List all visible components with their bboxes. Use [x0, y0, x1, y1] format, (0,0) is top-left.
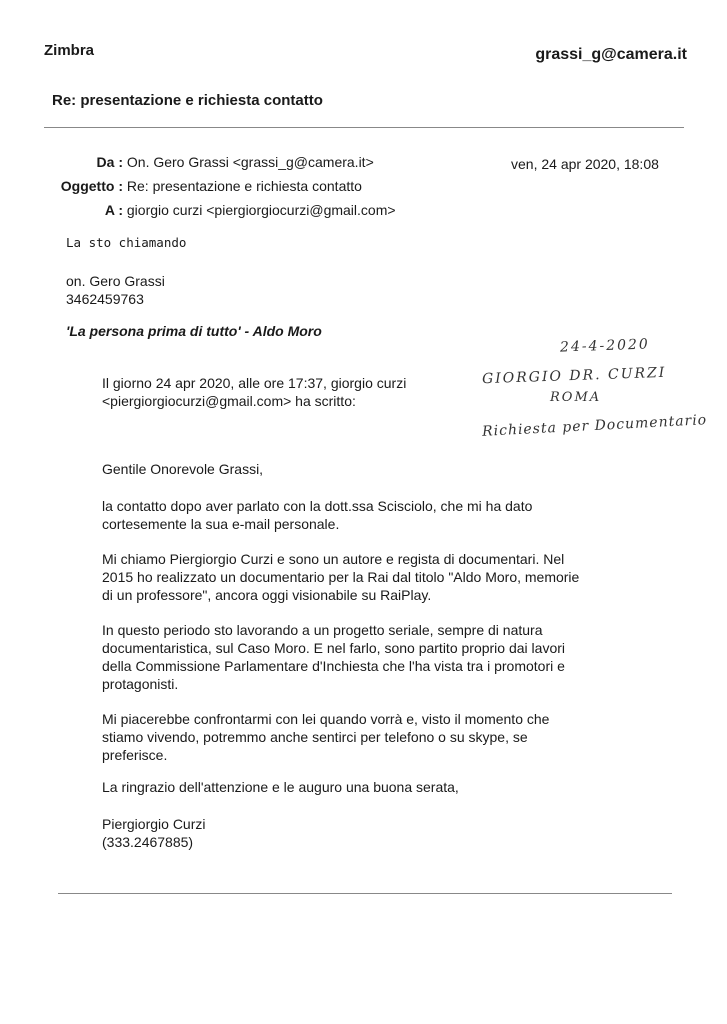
reply-text: La sto chiamando [66, 235, 187, 250]
quote-intro-line2: <piergiorgiocurzi@gmail.com> ha scritto: [102, 393, 356, 409]
quote-p4-line2: stiamo vivendo, potremmo anche sentirci per telefono o su skype, se [102, 729, 528, 745]
to-label: A : [104, 202, 123, 218]
footer-divider [58, 893, 672, 894]
subject-value: Re: presentazione e richiesta contatto [126, 178, 362, 194]
handwritten-date: 24-4-2020 [559, 336, 651, 356]
motto: 'La persona prima di tutto' - Aldo Moro [66, 323, 322, 339]
quote-p2-line1: Mi chiamo Piergiorgio Curzi e sono un autore e regista di documentari. Nel [102, 551, 565, 567]
from-label: Da : [96, 154, 123, 170]
quote-p3-line2: documentaristica, sul Caso Moro. E nel farlo, sono partito proprio dai lavori [102, 640, 565, 656]
quote-p2-line2: 2015 ho realizzato un documentario per la Rai dal titolo "Aldo Moro, memorie [102, 569, 580, 585]
quote-p3-line3: della Commissione Parlamentare d'Inchiesta che l'ha vista tra i promotori e [102, 658, 565, 674]
to-value: giorgio curzi <piergiorgiocurzi@gmail.com> [126, 202, 396, 218]
quote-p4-line1: Mi piacerebbe confrontarmi con lei quando vorrà e, visto il momento che [102, 711, 550, 727]
to-row [50, 202, 396, 218]
quote-p2-line3: di un professore", ancora oggi visionabile su RaiPlay. [102, 587, 432, 603]
from-value: On. Gero Grassi <grassi_g@camera.it> [126, 154, 374, 170]
handwritten-name: GIORGIO DR. CURZI [481, 364, 667, 388]
quote-intro-line1: Il giorno 24 apr 2020, alle ore 17:37, giorgio curzi [102, 375, 407, 391]
quote-closing: La ringrazio dell'attenzione e le auguro una buona serata, [102, 779, 459, 795]
quote-p3-line1: In questo periodo sto lavorando a un progetto seriale, sempre di natura [102, 622, 543, 638]
quote-p4-line3: preferisce. [102, 747, 168, 763]
quote-sender-phone: (333.2467885) [102, 834, 194, 850]
quote-p1-line1: la contatto dopo aver parlato con la dott.ssa Scisciolo, che mi ha dato [102, 498, 533, 514]
subject-row [50, 178, 362, 194]
reply-signature-name: on. Gero Grassi [66, 273, 165, 289]
app-name: Zimbra [44, 42, 95, 59]
quote-p3-line4: protagonisti. [102, 676, 179, 692]
header-divider [44, 127, 684, 128]
page-title: Re: presentazione e richiesta contatto [52, 92, 323, 109]
quote-p1-line2: cortesemente la sua e-mail personale. [102, 516, 340, 532]
subject-label: Oggetto : [60, 178, 123, 194]
handwritten-note: Richiesta per Documentario [481, 412, 708, 440]
handwritten-city: ROMA [550, 390, 602, 405]
quote-sender-name: Piergiorgio Curzi [102, 816, 206, 832]
date: ven, 24 apr 2020, 18:08 [511, 156, 659, 172]
reply-signature-phone: 3462459763 [66, 291, 144, 307]
quote-greeting: Gentile Onorevole Grassi, [102, 461, 264, 477]
from-row [50, 154, 374, 170]
account-email: grassi_g@camera.it [535, 46, 687, 63]
